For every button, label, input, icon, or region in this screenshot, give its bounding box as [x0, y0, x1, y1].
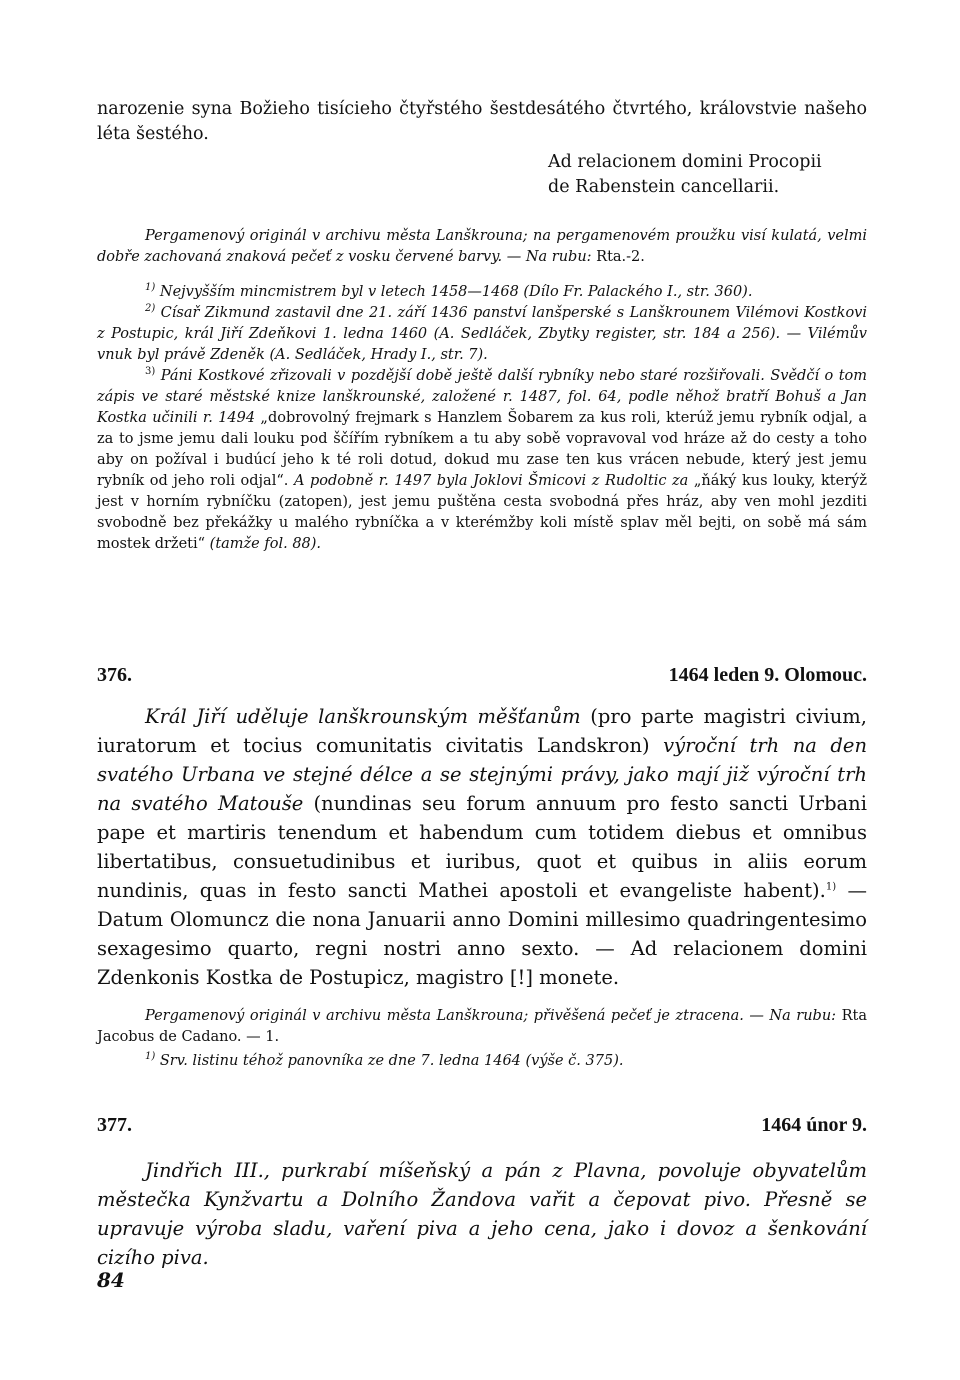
footnote-mark: 1) [825, 881, 837, 893]
footnote-2-text: Císař Zikmund zastavil dne 21. září 1436 panství lanšperské s Lanškrounem Vilémovi Kostkovi z Postupic, král Jiří Zdeňkovi 1. ledna 1460 (A. Sedláček, Zbytky register, str. 184 a 256). — Vilémův vnuk byl právě Zdeněk (A. Sedláček, Hrady I., str. 7). [97, 305, 868, 363]
top-text [97, 97, 867, 147]
document-date: 1464 únor 9. [761, 1114, 867, 1136]
footnote-3-quote-2: „ňáký kus louky, kterýž jest v horním rybníčku (zatopen), jest jemu puštěna cesta svobodná přes hráz, aby ven mohl jezditi svobodně bez překážky u malého rybníčka a v kterémžby koli místě splav měl bejti, on sobě má sám mostek držeti“ [97, 473, 867, 552]
signature-line-1: Ad relacionem domini Procopii [548, 152, 822, 172]
regest-plain-3: — Datum Olomuncz die nona Januarii anno Domini millesimo quadringentesimo sexagesimo quarto, regni nostri anno sexto. — Ad relacionem domini Zdenkonis Kostka de Postupicz, magistro [!] monete. [97, 879, 867, 989]
regest-italic-1: Král Jiří uděluje lanškrounským měšťanům [145, 705, 581, 728]
source-note-italic: Pergamenový originál v archivu města Lanškrouna; na pergamenovém proužku visí kulatá, velmi dobře zachovaná znaková pečeť z vosku červené barvy. — Na rubu: [97, 228, 867, 265]
footnote-1 [97, 282, 867, 303]
footnote-3-italic: Páni Kostkové zřizovali v pozdější době ještě další rybníky nebo staré rozšiřovali. Svědčí o tom zápis ve staré městské knize lanškrounské, založené r. 1487, fol. 64, podle něhož bratří Bohuš a Jan Kostka učinili r. 1494 [97, 368, 868, 426]
signature-block [548, 150, 822, 200]
source-note-plain: Rta.-2. [591, 249, 645, 265]
regest [97, 702, 867, 992]
footnote-3 [97, 366, 867, 555]
footnote-2 [97, 303, 867, 366]
document-number: 377. [97, 1114, 132, 1136]
footnote-mark: 2) [145, 303, 156, 315]
footnote-376-text: Srv. listinu téhož panovníka ze dne 7. ledna 1464 (výše č. 375). [159, 1053, 624, 1069]
footnotes-1 [97, 282, 867, 555]
top-line: narozenie syna Božieho tisícieho čtyřstého šestdesátého čtvrtého, královstvie našeho léta šestého. [97, 99, 867, 144]
document-date: 1464 leden 9. Olomouc. [668, 664, 867, 686]
source-note-1 [97, 226, 867, 268]
footnote-3-italic-2: A podobně r. 1497 byla Joklovi Šmicovi z Rudoltic za [293, 473, 689, 489]
footnote-3-quote-1: „dobrovolný frejmark s Hanzlem Šobarem za kus roli, kterúž jemu rybník odjal, a za to jsme jemu dali louku pod ščířím rybníkem a tu aby sobě vopravoval vod hráze až do cesty a toho aby on požíval i budúcí jeho k té roli dotud, dokud mu zase ten kus vrácen nebude, který jest jemu rybník od jeho roli odjal“. [97, 410, 867, 489]
regest: Jindřich III., purkrabí míšeňský a pán z Plavna, povoluje obyvatelům městečka Kynžvartu a Dolního Žandova vařit a čepovat pivo. Přesně se upravuje výroba sladu, vaření piva a jeho cena, jako i dovoz a šenkování cizího piva. [97, 1159, 867, 1269]
regest-plain-1: (pro parte magistri civium, iuratorum et tocius comunitatis civitatis Landskron) [97, 705, 867, 757]
footnote-mark: 1) [145, 1051, 156, 1063]
page-number: 84 [97, 1268, 125, 1292]
document-377 [97, 1114, 867, 1272]
footnote-mark: 1) [145, 282, 156, 294]
footnote-3-italic-3: (tamže fol. 88). [209, 536, 322, 552]
source-note-376-plain: Rta Jacobus de Cadano. — 1. [97, 1008, 867, 1045]
footnote-1-text: Nejvyšším mincmistrem byl v letech 1458—1468 (Dílo Fr. Palackého I., str. 360). [159, 284, 753, 300]
document-header [97, 664, 867, 692]
regest-plain-2: (nundinas seu forum annuum pro festo sancti Urbani pape et martiris tenendum et habendum cum totidem diebus et omnibus libertatibus, consuetudinibus et iuribus, quot et quibus in aliis eorum nundinis, quas in festo sancti Mathei apostoli et evangeliste habent). [97, 792, 867, 902]
source-note-376-italic: Pergamenový originál v archivu města Lanškrouna; přivěšená pečeť je ztracena. — Na rubu: [145, 1008, 837, 1024]
document-number: 376. [97, 664, 132, 686]
regest-italic-2: výroční trh na den svatého Urbana ve stejné délce a se stejnými právy, jako mají již výroční trh na svatého Matouše [97, 734, 868, 815]
document-header [97, 1114, 867, 1142]
footnote-376 [97, 1051, 867, 1072]
document-376 [97, 664, 867, 1072]
signature-line-2: de Rabenstein cancellarii. [548, 177, 780, 197]
footnote-mark: 3) [145, 366, 156, 378]
source-note-376 [97, 1006, 867, 1048]
